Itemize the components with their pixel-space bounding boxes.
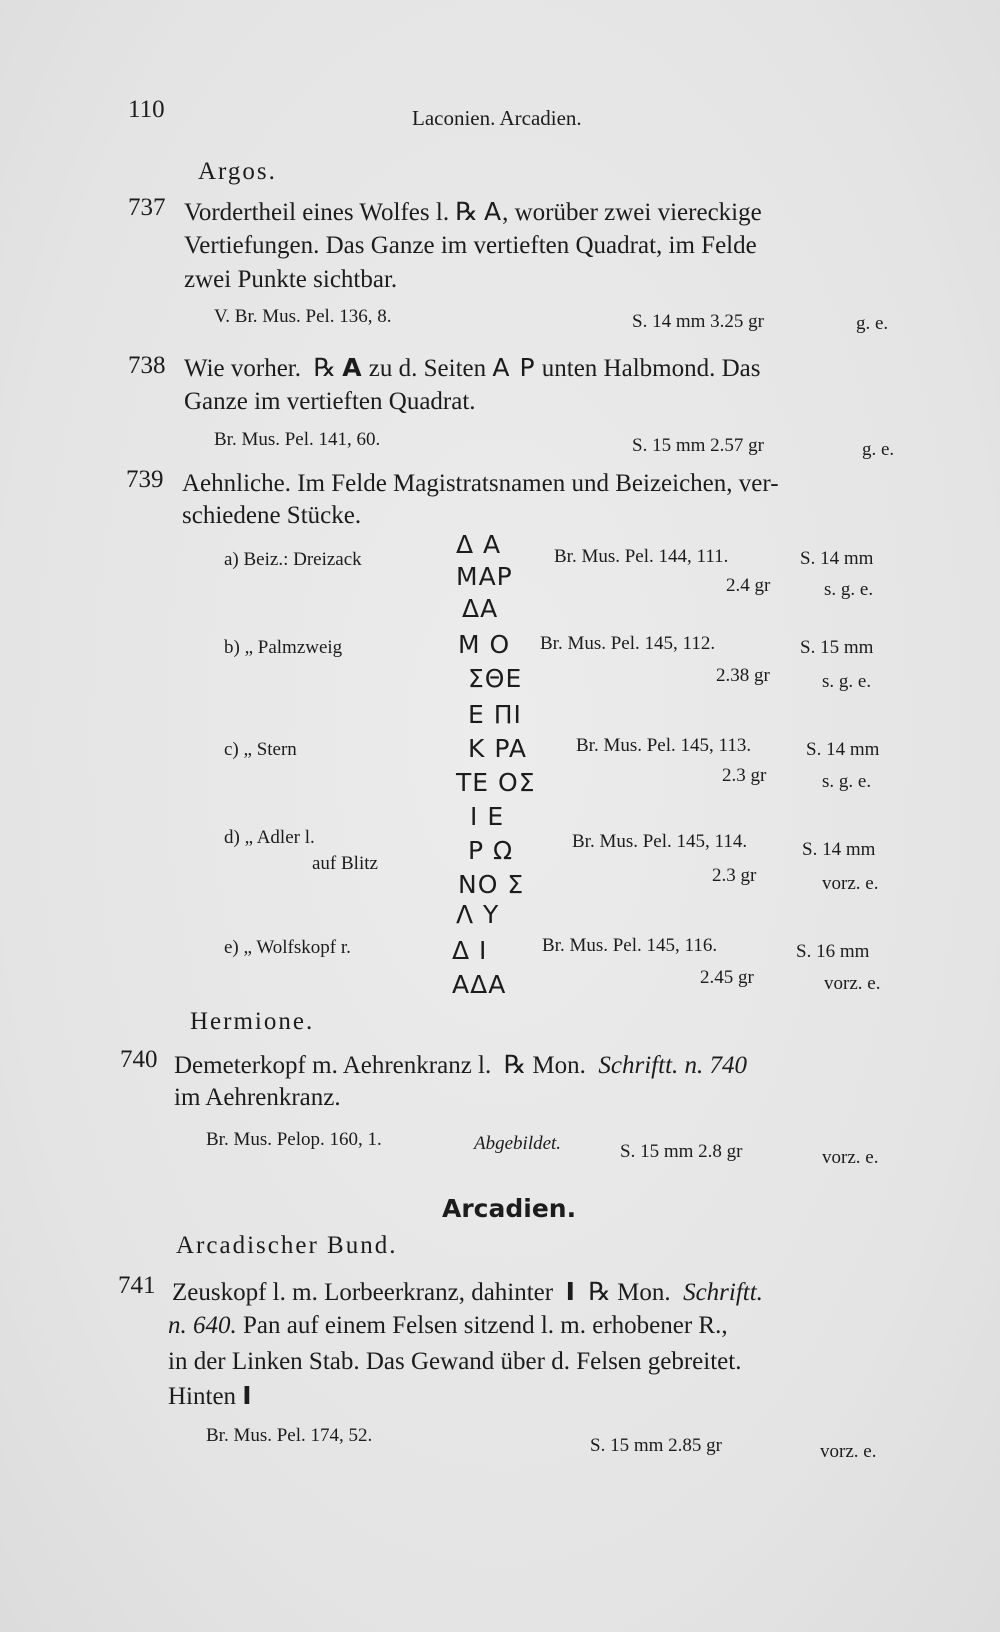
- entry-text-part: Vordertheil eines Wolfes l.: [184, 199, 450, 226]
- entry-text: [184, 352, 760, 385]
- greek-legend-line: P Ω: [468, 836, 514, 865]
- weight: 2.45 gr: [700, 967, 754, 988]
- condition: vorz. e.: [820, 1441, 877, 1462]
- entry-text-part: n. 640.: [168, 1312, 237, 1339]
- greek-legend-line: AΔA: [452, 970, 507, 999]
- variant-label-cont: auf Blitz: [312, 853, 378, 874]
- entry-text: Ganze im vertieften Quadrat.: [184, 388, 476, 415]
- entry-text-part: Demeterkopf m. Aehrenkranz l.: [174, 1052, 492, 1079]
- entry-text: [172, 1276, 763, 1309]
- entry-text-part: Hinten: [168, 1383, 237, 1410]
- entry-text-part: Pan auf einem Felsen sitzend l. m. erhobener R.,: [243, 1312, 728, 1339]
- greek-legend-line: Λ Y: [456, 900, 500, 929]
- condition: vorz. e.: [824, 973, 881, 994]
- reference: Br. Mus. Pel. 174, 52.: [206, 1425, 373, 1446]
- section-heading-argos: Argos.: [198, 158, 277, 185]
- entry-text-part: zu d. Seiten: [368, 355, 487, 382]
- greek-legend-line: I E: [470, 802, 505, 831]
- coin-letter: A: [342, 353, 363, 382]
- variant-label: e) „ Wolfskopf r.: [224, 937, 351, 958]
- entry-text-part: , worüber zwei viereckige: [502, 199, 762, 226]
- entry-text: im Aehrenkranz.: [174, 1084, 341, 1111]
- page-number: 110: [128, 96, 165, 123]
- reference: Br. Mus. Pelop. 160, 1.: [206, 1129, 382, 1150]
- entry-number: 739: [126, 466, 164, 493]
- section-heading-hermione: Hermione.: [190, 1008, 315, 1035]
- reference: Br. Mus. Pel. 144, 111.: [554, 546, 729, 567]
- entry-text: [168, 1380, 253, 1413]
- coin-letter: I: [242, 1381, 253, 1410]
- entry-number: 738: [128, 352, 166, 379]
- size-weight: S. 15 mm 2.85 gr: [590, 1435, 722, 1456]
- entry-text: [184, 196, 762, 229]
- condition: g. e.: [862, 439, 895, 460]
- condition: s. g. e.: [822, 771, 872, 792]
- entry-text: zwei Punkte sichtbar.: [184, 266, 398, 293]
- condition: s. g. e.: [824, 579, 874, 600]
- reference: Br. Mus. Pel. 145, 114.: [572, 831, 748, 852]
- size: S. 14 mm: [806, 739, 880, 760]
- condition: vorz. e.: [822, 1147, 879, 1168]
- greek-legend-line: Δ I: [452, 936, 488, 965]
- greek-legend-line: ΔA: [462, 594, 499, 623]
- note: Abgebildet.: [474, 1133, 562, 1154]
- size-weight: S. 15 mm 2.8 gr: [620, 1141, 743, 1162]
- weight: 2.3 gr: [722, 765, 767, 786]
- entry-number: 737: [128, 194, 166, 221]
- greek-legend-line: M O: [458, 630, 511, 659]
- condition: s. g. e.: [822, 671, 872, 692]
- reverse-symbol: ℞: [313, 355, 336, 382]
- condition: vorz. e.: [822, 873, 879, 894]
- condition: g. e.: [856, 313, 889, 334]
- greek-legend-line: K PA: [468, 734, 527, 763]
- greek-legend-line: MAP: [456, 562, 513, 591]
- entry-text: in der Linken Stab. Das Gewand über d. Felsen gebreitet.: [168, 1348, 742, 1375]
- entry-text: schiedene Stücke.: [182, 502, 362, 529]
- size: S. 14 mm: [802, 839, 876, 860]
- weight: 2.4 gr: [726, 575, 771, 596]
- coin-letter: I: [565, 1277, 576, 1306]
- entry-text-part: Schriftt.: [683, 1279, 763, 1306]
- size-weight: S. 14 mm 3.25 gr: [632, 311, 764, 332]
- greek-legend-line: ΣΘE: [468, 664, 523, 693]
- entry-number: 740: [120, 1046, 158, 1073]
- greek-legend-line: Δ A: [456, 530, 502, 559]
- entry-text-part: unten Halbmond. Das: [541, 355, 761, 382]
- entry-text: Vertiefungen. Das Ganze im vertieften Quadrat, im Felde: [184, 232, 757, 259]
- size: S. 14 mm: [800, 548, 874, 569]
- reference: Br. Mus. Pel. 145, 116.: [542, 935, 718, 956]
- section-heading-arcadien: Arcadien.: [442, 1194, 577, 1223]
- reference: Br. Mus. Pel. 145, 112.: [540, 633, 716, 654]
- coin-letters: A P: [492, 353, 536, 382]
- variant-label: b) „ Palmzweig: [224, 637, 343, 658]
- variant-label: a) Beiz.: Dreizack: [224, 549, 362, 570]
- reference: V. Br. Mus. Pel. 136, 8.: [214, 306, 392, 327]
- greek-legend-line: TE OΣ: [456, 768, 536, 797]
- greek-legend-line: NO Σ: [458, 870, 525, 899]
- weight: 2.38 gr: [716, 665, 770, 686]
- reverse-symbol: ℞: [455, 199, 478, 226]
- size: S. 15 mm: [800, 637, 874, 658]
- variant-label: d) „ Adler l.: [224, 827, 315, 848]
- reference: Br. Mus. Pel. 141, 60.: [214, 429, 381, 450]
- running-title: Laconien. Arcadien.: [412, 106, 582, 130]
- reverse-symbol: ℞: [503, 1052, 527, 1079]
- reverse-symbol: ℞: [588, 1279, 611, 1306]
- weight: 2.3 gr: [712, 865, 757, 886]
- size: S. 16 mm: [796, 941, 870, 962]
- greek-legend-line: E ΠI: [468, 700, 522, 729]
- entry-text-part: Schriftt. n. 740: [598, 1052, 748, 1079]
- variant-label: c) „ Stern: [224, 739, 297, 760]
- size-weight: S. 15 mm 2.57 gr: [632, 435, 764, 456]
- reference: Br. Mus. Pel. 145, 113.: [576, 735, 752, 756]
- entry-text-part: Mon.: [617, 1279, 671, 1306]
- entry-text-part: Mon.: [532, 1052, 586, 1079]
- coin-letter: A: [484, 197, 503, 226]
- entry-text: [174, 1050, 747, 1082]
- entry-number: 741: [118, 1272, 156, 1299]
- entry-text: [168, 1310, 728, 1342]
- entry-text: Aehnliche. Im Felde Magistratsnamen und Beizeichen, ver-: [182, 470, 779, 497]
- section-heading-arcadischer-bund: Arcadischer Bund.: [176, 1232, 398, 1259]
- entry-text-part: Zeuskopf l. m. Lorbeerkranz, dahinter: [172, 1279, 554, 1306]
- entry-text-part: Wie vorher.: [184, 355, 302, 382]
